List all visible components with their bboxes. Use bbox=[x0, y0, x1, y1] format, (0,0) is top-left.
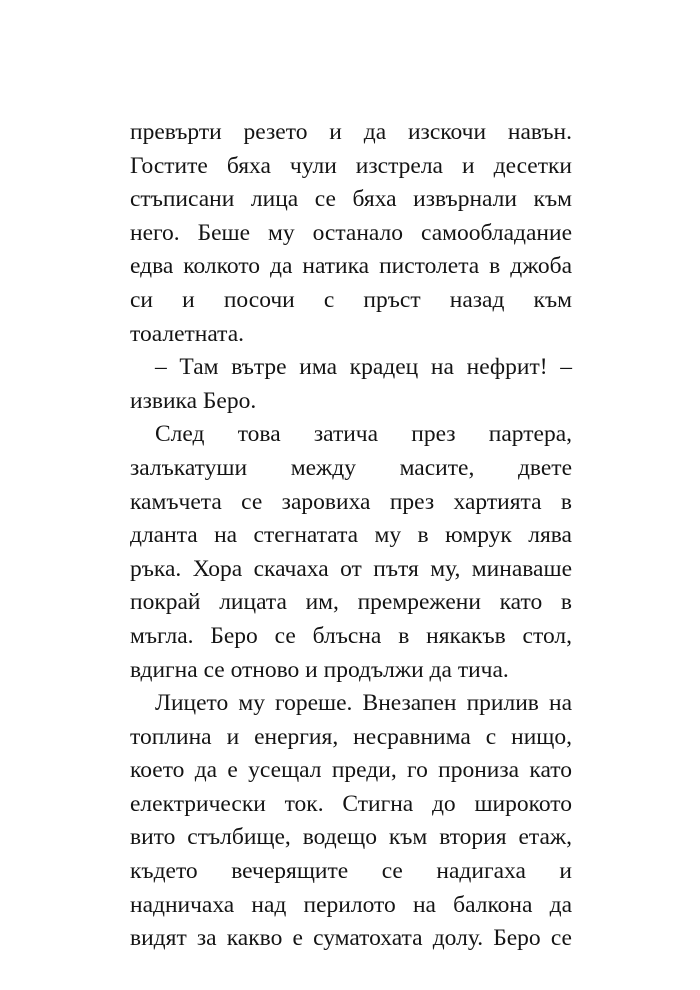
page-text bbox=[130, 116, 572, 956]
text-line: вито стълбище, водещо към втория етаж, bbox=[130, 824, 572, 851]
text-line: електрически ток. Стигна до широкото bbox=[130, 790, 572, 817]
text-line: стъписани лица се бяха извърнали към bbox=[130, 186, 572, 213]
text-line: дланта на стегнатата му в юмрук лява bbox=[130, 522, 572, 549]
text-line: камъчета се заровиха през хартията в bbox=[130, 488, 572, 515]
paragraph bbox=[130, 418, 572, 687]
text-line: мъгла. Беро се блъсна в някакъв стол, bbox=[130, 622, 572, 649]
text-line: топлина и енергия, несравнима с нищо, bbox=[130, 723, 572, 750]
paragraph bbox=[130, 687, 572, 956]
text-line: видят за какво е суматохата долу. Беро се bbox=[130, 925, 572, 952]
paragraph bbox=[130, 116, 572, 351]
text-line: надничаха над перилото на балкона да bbox=[130, 891, 572, 918]
paragraph bbox=[130, 351, 572, 418]
text-line: вдигна се отново и продължи да тича. bbox=[130, 656, 509, 683]
text-line: ръка. Хора скачаха от пътя му, минаваше bbox=[130, 555, 572, 582]
text-line: Гостите бяха чули изстрела и десетки bbox=[130, 152, 572, 179]
text-line: едва колкото да натика пистолета в джоба bbox=[130, 253, 572, 280]
text-line: си и посочи с пръст назад към bbox=[130, 286, 572, 313]
text-line: където вечерящите се надигаха и bbox=[130, 858, 572, 885]
text-line: – Там вътре има крадец на нефрит! – bbox=[155, 354, 572, 381]
text-line: Лицето му гореше. Внезапен прилив на bbox=[155, 690, 572, 717]
text-line: извика Беро. bbox=[130, 387, 257, 414]
text-line: тоалетната. bbox=[130, 320, 245, 347]
text-line: покрай лицата им, премрежени като в bbox=[130, 589, 572, 616]
text-line: което да е усещал преди, го прониза като bbox=[130, 757, 572, 784]
text-line: него. Беше му останало самообладание bbox=[130, 219, 572, 246]
text-line: залъкатуши между масите, двете bbox=[130, 454, 572, 481]
text-line: След това затича през партера, bbox=[155, 421, 572, 448]
text-line: превърти резето и да изскочи навън. bbox=[130, 119, 572, 145]
